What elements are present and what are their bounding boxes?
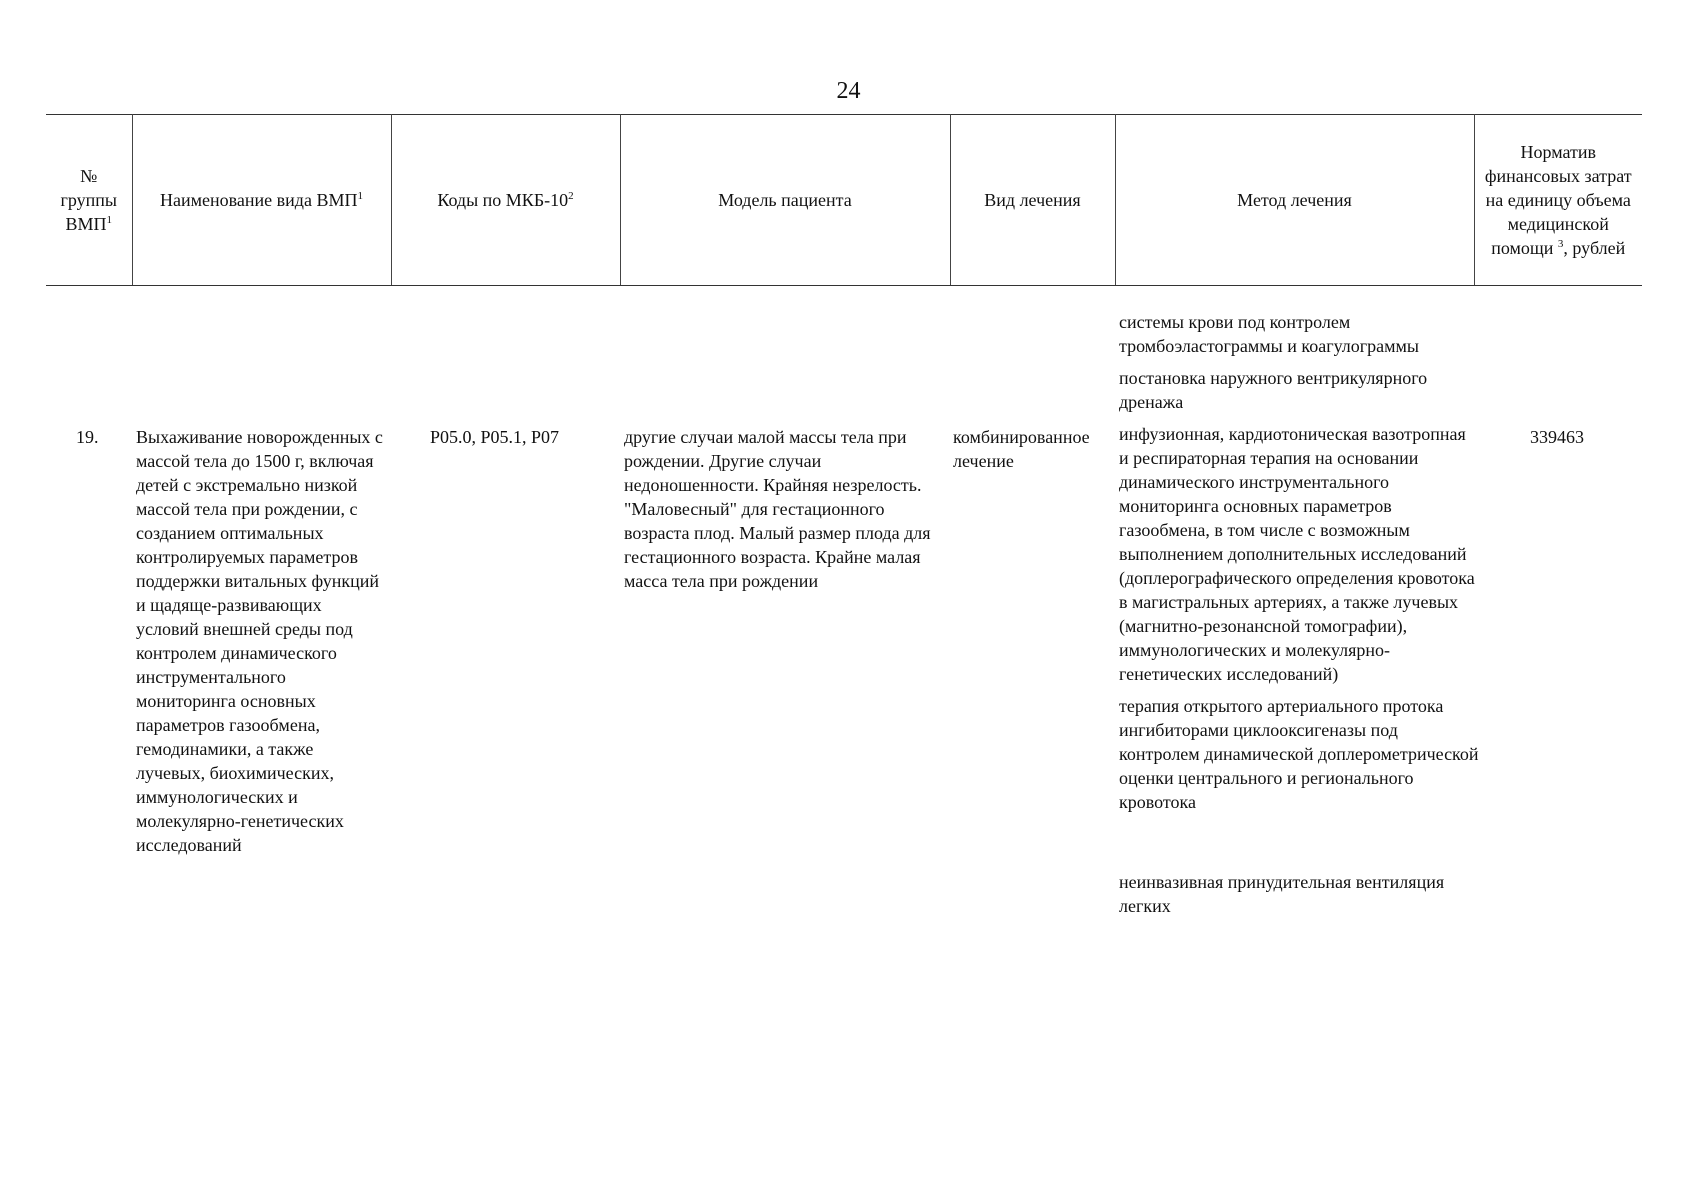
method-continuation: системы крови под контролем тромбоэластограммы и коагулограммы (1119, 312, 1420, 356)
column-header-treatment-type: Вид лечения (950, 115, 1115, 286)
cell-treatment-type: комбинированное лечение (953, 427, 1090, 471)
method-item: терапия открытого артериального протока ингибиторами циклооксигеназы под контролем динамической доплерометрической оценки центрального и регионального кровотока (1119, 696, 1479, 812)
cell-group-no: 19. (76, 427, 99, 447)
column-header-codes: Коды по МКБ-$10^2$ (391, 115, 620, 286)
page-number: 24 (836, 78, 861, 104)
cell-patient-model: другие случаи малой массы тела при рождении. Другие случаи недоношенности. Крайняя незрелость. "Маловесный" для гестационного возраста плод. Малый размер плода для гестационного возраста. Крайне малая масса тела при рождении (624, 427, 931, 591)
column-header-method: Метод лечения (1115, 115, 1474, 286)
column-header-patient-model: Модель пациента (620, 115, 950, 286)
method-item: неинвазивная принудительная вентиляция легких (1119, 872, 1445, 916)
method-item: инфузионная, кардиотоническая вазотропная и респираторная терапия на основании динамического инструментального мониторинга основных параметров газообмена, в том числе с возможным выполнением дополнительных исследований (доплерографического определения кровотока в магистральных артериях, а также лучевых (магнитно-резонансной томографии), иммунологических и молекулярно-генетических исследований) (1119, 424, 1475, 684)
column-header-group-no: № группы ВМП$^1$ (46, 115, 132, 286)
cell-cost: 339463 (1530, 427, 1584, 447)
cell-methods (1119, 310, 1479, 918)
method-continuation: постановка наружного вентрикулярного дренажа (1119, 368, 1428, 412)
cell-codes: P05.0, P05.1, P07 (430, 427, 560, 447)
column-header-cost: Норматив финансовых затрат на единицу объема медицинской помощи $^3$, рублей (1474, 115, 1642, 286)
cell-name: Выхаживание новорожденных с массой тела до 1500 г, включая детей с экстремально низкой массой тела при рождении, с созданием оптимальных контролируемых параметров поддержки витальных функций и щадяще-развивающих условий внешней среды под контролем динамического инструментального мониторинга основных параметров газообмена, гемодинамики, а также лучевых, биохимических, иммунологических и молекулярно-генетических исследований (136, 427, 383, 855)
column-header-name: Наименование вида ВМП$^1$ (132, 115, 391, 286)
table-header (46, 114, 1642, 286)
